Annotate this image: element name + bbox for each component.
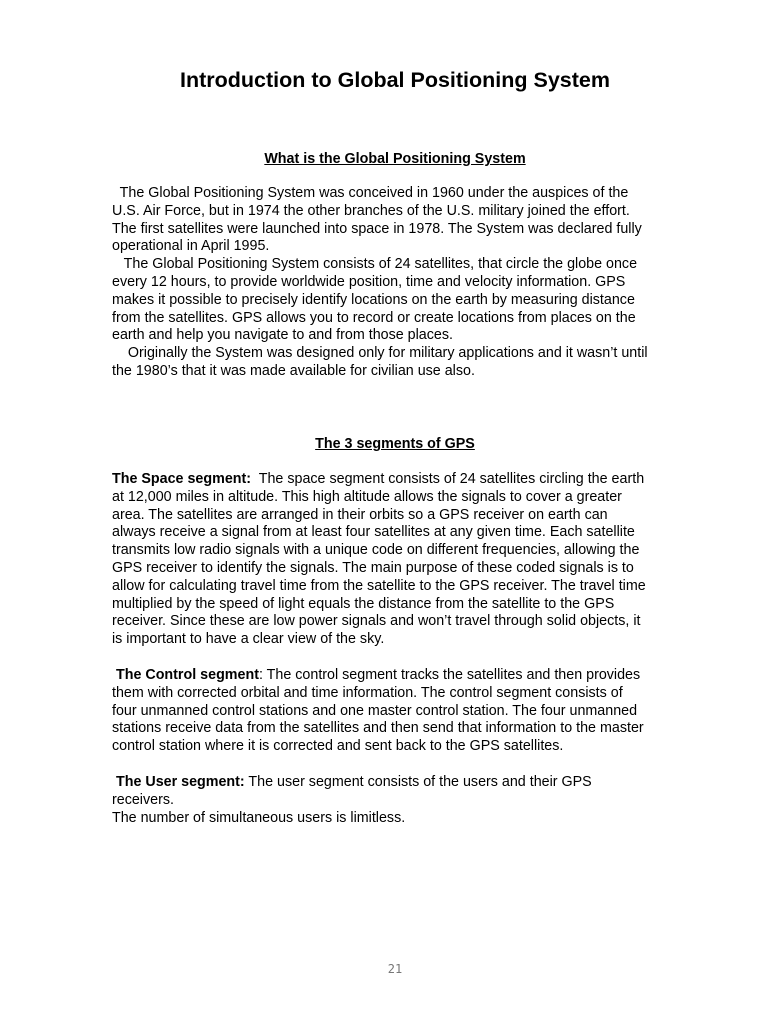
text-line: from the satellites. GPS allows you to record or create locations from places on the	[112, 309, 636, 326]
section-heading-what-is-gps: What is the Global Positioning System	[264, 151, 526, 167]
space-segment-first-line: The space segment consists of 24 satellites circling the earth	[251, 471, 645, 487]
text-line: receiver. Since these are low power signals and won’t travel through solid objects, it	[112, 613, 641, 630]
text-line: The Global Positioning System was conceived in 1960 under the auspices of the	[112, 185, 629, 201]
paragraph-user-segment	[112, 774, 682, 827]
page-title: Introduction to Global Positioning System	[180, 68, 610, 92]
section-heading-gps-segments: The 3 segments of GPS	[315, 436, 475, 452]
text-line	[112, 471, 682, 489]
text-line: The first satellites were launched into space in 1978. The System was declared fully	[112, 220, 642, 237]
text-line: control station where it is corrected and sent back to the GPS satellites.	[112, 738, 564, 755]
text-line: makes it possible to precisely identify locations on the earth by measuring distance	[112, 291, 635, 308]
user-segment-first-line: The user segment consists of the users and their GPS	[244, 774, 592, 790]
text-line	[112, 667, 682, 685]
space-segment-lead: The Space segment:	[112, 471, 252, 487]
text-line: always receive a signal from at least four satellites at any given time. Each satellite	[112, 524, 635, 541]
text-line	[112, 774, 682, 792]
text-line: GPS receiver to identify the signals. The main purpose of these coded signals is to	[112, 559, 634, 576]
user-segment-lead: The User segment:	[115, 774, 245, 790]
text-line: operational in April 1995.	[112, 238, 270, 255]
text-line: the 1980’s that it was made available for civilian use also.	[112, 362, 475, 379]
text-line: Originally the System was designed only for military applications and it wasn’t until	[112, 345, 648, 362]
control-segment-lead: The Control segment	[115, 667, 259, 683]
text-line: every 12 hours, to provide worldwide position, time and velocity information. GPS	[112, 273, 626, 290]
page-number: 21	[387, 962, 403, 976]
text-line: The Global Positioning System consists of 24 satellites, that circle the globe once	[112, 256, 638, 273]
text-line: them with corrected orbital and time information. The control segment consists of	[112, 684, 623, 701]
control-segment-first-line: : The control segment tracks the satellites and then provides	[258, 667, 641, 683]
text-line: allow for calculating travel time from the satellite to the GPS receiver. The travel time	[112, 577, 646, 594]
text-line: is important to have a clear view of the sky.	[112, 631, 385, 648]
paragraph-history	[112, 185, 682, 381]
text-line: earth and help you navigate to and from those places.	[112, 327, 453, 344]
text-line: U.S. Air Force, but in 1974 the other branches of the U.S. military joined the effort.	[112, 202, 630, 219]
text-line: transmits low radio signals with a unique code on different frequencies, allowing the	[112, 542, 640, 559]
text-line: receivers.	[112, 791, 174, 808]
text-line: area. The satellites are arranged in their orbits so a GPS receiver on earth can	[112, 506, 608, 523]
paragraph-space-segment	[112, 471, 682, 649]
text-line: at 12,000 miles in altitude. This high altitude allows the signals to cover a greater	[112, 488, 622, 505]
text-line: multiplied by the speed of light equals the distance from the satellite to the GPS	[112, 595, 615, 612]
text-line: stations receive data from the satellites and then send that information to the master	[112, 720, 644, 737]
text-line: The number of simultaneous users is limitless.	[112, 809, 406, 826]
paragraph-control-segment	[112, 667, 682, 756]
text-line: four unmanned control stations and one master control station. The four unmanned	[112, 702, 638, 719]
